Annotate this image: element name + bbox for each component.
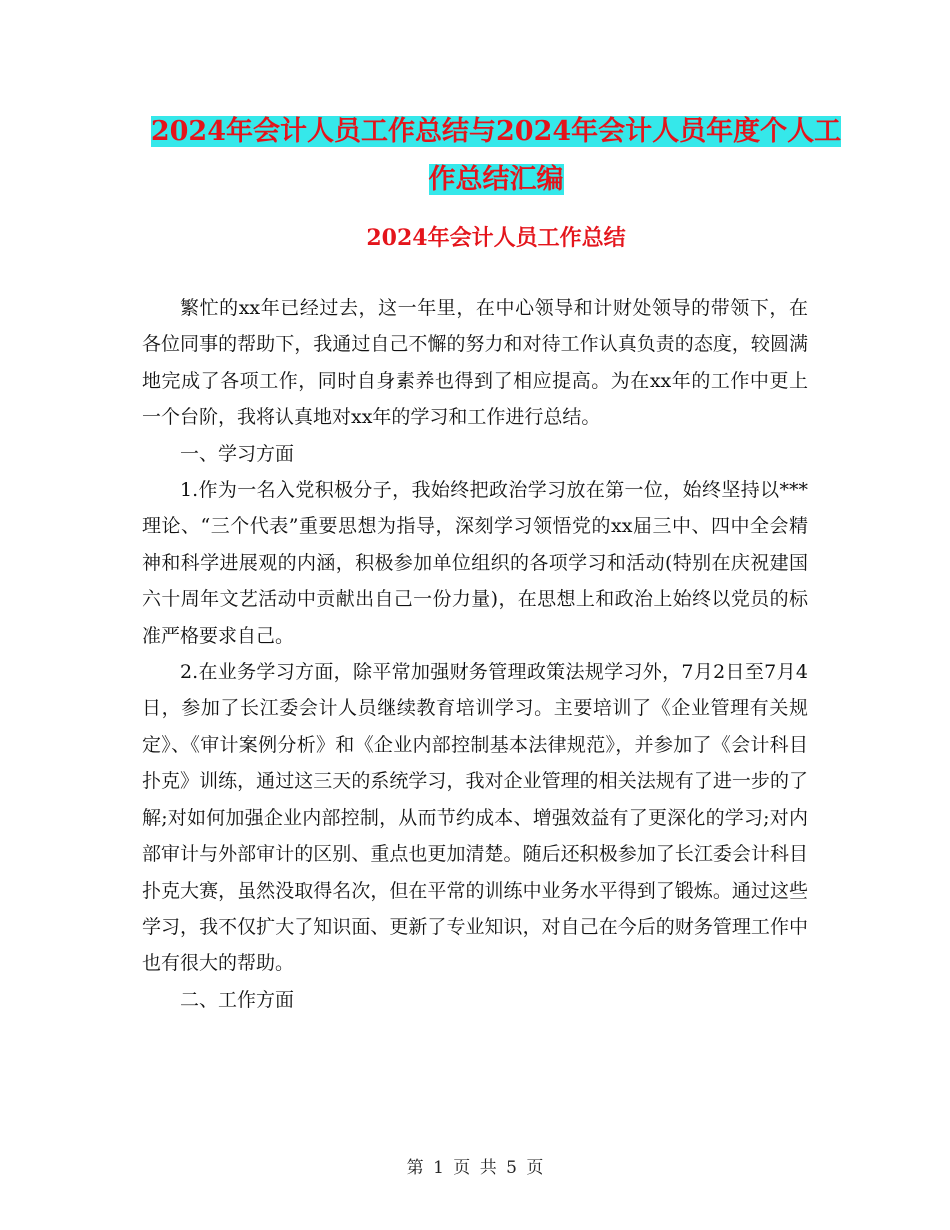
heading-work: 二、工作方面 [180, 988, 295, 1011]
heading-study: 一、学习方面 [180, 442, 295, 465]
document-body [142, 290, 808, 1018]
intro-paragraph: 繁忙的xx年已经过去，这一年里，在中心领导和计财处领导的带领下，在各位同事的帮助下，我通过自己不懈的努力和对待工作认真负责的态度，较圆满地完成了各项工作，同时自身素养也得到了相应提高。为在xx年的工作中更上一个台阶，我将认真地对xx年的学习和工作进行总结。 [142, 297, 808, 429]
section-title: 2024年会计人员工作总结 [366, 225, 626, 251]
document-title [140, 108, 852, 204]
page-footer: 第 1 页 共 5 页 [406, 1158, 544, 1178]
study-paragraph-1: 1.作为一名入党积极分子，我始终把政治学习放在第一位，始终坚持以***理论、“三个代表”重要思想为指导，深刻学习领悟党的xx届三中、四中全会精神和科学进展观的内涵，积极参加单位组织的各项学习和活动(特别在庆祝建国六十周年文艺活动中贡献出自己一份力量)，在思想上和政治上始终以党员的标准严格要求自己。 [142, 479, 808, 647]
document-title-text: 2024年会计人员工作总结与2024年会计人员年度个人工作总结汇编 [150, 116, 842, 195]
study-paragraph-2: 2.在业务学习方面，除平常加强财务管理政策法规学习外，7月2日至7月4日，参加了长江委会计人员继续教育培训学习。主要培训了《企业管理有关规定》、《审计案例分析》和《企业内部控制基本法律规范》，并参加了《会计科目扑克》训练，通过这三天的系统学习，我对企业管理的相关法规有了进一步的了解;对如何加强企业内部控制，从而节约成本、增强效益有了更深化的学习;对内部审计与外部审计的区别、重点也更加清楚。随后还积极参加了长江委会计科目扑克大赛，虽然没取得名次，但在平常的训练中业务水平得到了锻炼。通过这些学习，我不仅扩大了知识面、更新了专业知识，对自己在今后的财务管理工作中也有很大的帮助。 [142, 661, 808, 975]
